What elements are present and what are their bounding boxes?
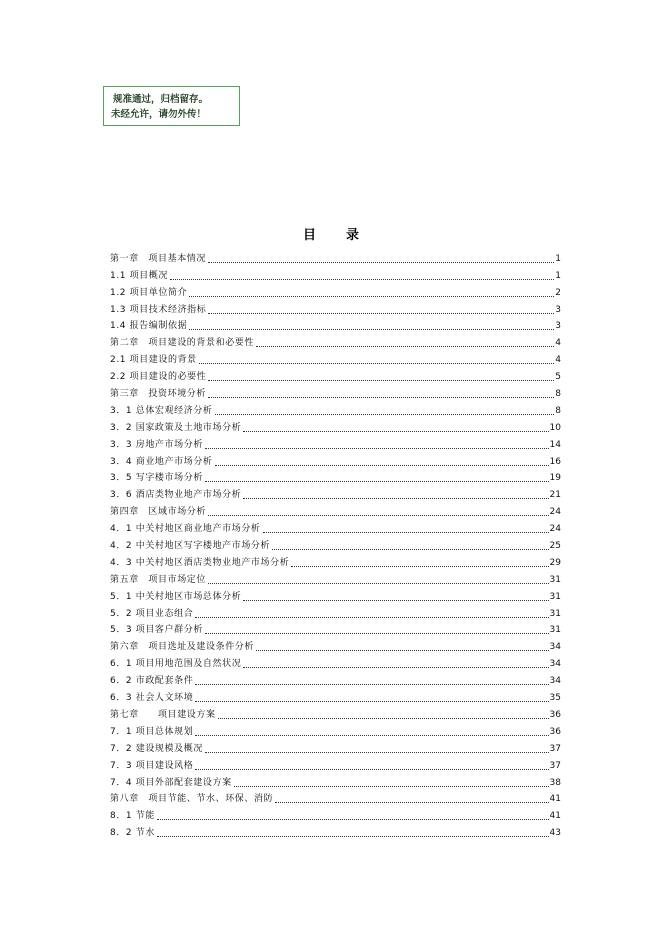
toc-page-number: 5 bbox=[555, 372, 561, 383]
toc-dot-leader bbox=[157, 819, 549, 820]
toc-dot-leader bbox=[243, 498, 548, 499]
toc-entry-text: 5．3 项目客户群分析 bbox=[110, 625, 203, 636]
toc-page-number: 16 bbox=[549, 456, 561, 467]
toc-entry[interactable] bbox=[110, 518, 561, 535]
toc-dot-leader bbox=[208, 313, 554, 314]
toc-page-number: 31 bbox=[549, 591, 561, 602]
toc-entry[interactable] bbox=[110, 451, 561, 468]
toc-page-number: 37 bbox=[549, 743, 561, 754]
toc-page-number: 24 bbox=[549, 524, 561, 535]
toc-dot-leader bbox=[243, 431, 548, 432]
toc-entry[interactable] bbox=[110, 366, 561, 383]
toc-entry-text: 1.2 项目单位简介 bbox=[110, 287, 188, 298]
toc-page-number: 1 bbox=[555, 253, 561, 264]
toc-entry-text: 第八章 项目节能、节水、环保、消防 bbox=[110, 794, 274, 805]
toc-page-number: 4 bbox=[555, 338, 561, 349]
toc-entry-text: 第三章 投资环境分析 bbox=[110, 389, 207, 400]
toc-entry[interactable] bbox=[110, 349, 561, 366]
toc-page-number: 1 bbox=[555, 270, 561, 281]
toc-entry[interactable] bbox=[110, 805, 561, 822]
toc-dot-leader bbox=[208, 583, 549, 584]
toc-page-number: 10 bbox=[549, 422, 561, 433]
toc-entry-text: 8．1 节能 bbox=[110, 811, 155, 822]
toc-dot-leader bbox=[195, 617, 548, 618]
toc-dot-leader bbox=[157, 836, 549, 837]
toc-dot-leader bbox=[205, 752, 549, 753]
toc-entry[interactable] bbox=[110, 687, 561, 704]
toc-page-number: 34 bbox=[549, 659, 561, 670]
toc-entry-text: 4．3 中关村地区酒店类物业地产市场分析 bbox=[110, 557, 290, 568]
toc-entry[interactable] bbox=[110, 434, 561, 451]
table-of-contents bbox=[110, 248, 561, 839]
toc-entry-text: 6．2 市政配套条件 bbox=[110, 676, 194, 687]
toc-entry-text: 3．5 写字楼市场分析 bbox=[110, 473, 203, 484]
toc-entry-text: 5．2 项目业态组合 bbox=[110, 608, 194, 619]
toc-dot-leader bbox=[218, 718, 549, 719]
toc-entry[interactable] bbox=[110, 772, 561, 789]
toc-dot-leader bbox=[189, 329, 554, 330]
confidential-notice-stamp bbox=[103, 86, 240, 126]
toc-entry-text: 第四章 区域市场分析 bbox=[110, 507, 207, 518]
toc-entry[interactable] bbox=[110, 704, 561, 721]
toc-entry-text: 第一章 项目基本情况 bbox=[110, 253, 207, 264]
toc-dot-leader bbox=[195, 684, 548, 685]
toc-dot-leader bbox=[205, 633, 549, 634]
toc-entry[interactable] bbox=[110, 299, 561, 316]
toc-entry-text: 3．1 总体宏观经济分析 bbox=[110, 405, 213, 416]
notice-line-1: 规准通过，归档留存。 bbox=[113, 94, 209, 105]
toc-dot-leader bbox=[208, 380, 554, 381]
toc-page-number: 36 bbox=[549, 726, 561, 737]
toc-entry[interactable] bbox=[110, 332, 561, 349]
toc-page-number: 36 bbox=[549, 709, 561, 720]
toc-entry-text: 第二章 项目建设的背景和必要性 bbox=[110, 338, 255, 349]
toc-dot-leader bbox=[195, 735, 548, 736]
toc-entry[interactable] bbox=[110, 400, 561, 417]
toc-page-number: 8 bbox=[555, 405, 561, 416]
toc-entry-text: 第七章 项目建设方案 bbox=[110, 709, 216, 720]
toc-entry-text: 1.4 报告编制依据 bbox=[110, 321, 188, 332]
toc-entry-text: 6．3 社会人文环境 bbox=[110, 693, 194, 704]
toc-dot-leader bbox=[195, 769, 548, 770]
toc-entry[interactable] bbox=[110, 552, 561, 569]
toc-entry-text: 2.2 项目建设的必要性 bbox=[110, 372, 207, 383]
toc-page-number: 31 bbox=[549, 608, 561, 619]
toc-page-number: 41 bbox=[549, 794, 561, 805]
toc-entry-text: 3．2 国家政策及土地市场分析 bbox=[110, 422, 242, 433]
toc-entry-text: 7．4 项目外部配套建设方案 bbox=[110, 777, 232, 788]
toc-page-number: 37 bbox=[549, 760, 561, 771]
toc-entry[interactable] bbox=[110, 822, 561, 839]
toc-entry[interactable] bbox=[110, 721, 561, 738]
toc-entry[interactable] bbox=[110, 484, 561, 501]
toc-page-number: 34 bbox=[549, 676, 561, 687]
notice-line-2: 未经允许，请勿外传！ bbox=[111, 109, 207, 120]
toc-dot-leader bbox=[243, 600, 548, 601]
toc-entry-text: 3．6 酒店类物业地产市场分析 bbox=[110, 490, 242, 501]
toc-dot-leader bbox=[208, 262, 554, 263]
toc-entry[interactable] bbox=[110, 535, 561, 552]
toc-dot-leader bbox=[263, 532, 549, 533]
toc-entry-text: 第六章 项目选址及建设条件分析 bbox=[110, 642, 255, 653]
toc-dot-leader bbox=[208, 515, 549, 516]
toc-dot-leader bbox=[256, 650, 549, 651]
toc-page-number: 2 bbox=[555, 287, 561, 298]
toc-dot-leader bbox=[291, 566, 548, 567]
toc-page-number: 25 bbox=[549, 541, 561, 552]
toc-entry[interactable] bbox=[110, 738, 561, 755]
toc-page-number: 8 bbox=[555, 389, 561, 400]
toc-entry-text: 第五章 项目市场定位 bbox=[110, 574, 207, 585]
toc-page-number: 29 bbox=[549, 557, 561, 568]
toc-dot-leader bbox=[215, 465, 549, 466]
toc-entry[interactable] bbox=[110, 383, 561, 400]
toc-page-number: 31 bbox=[549, 625, 561, 636]
toc-entry[interactable] bbox=[110, 569, 561, 586]
toc-entry-text: 3．3 房地产市场分析 bbox=[110, 439, 203, 450]
toc-page-number: 43 bbox=[549, 828, 561, 839]
toc-dot-leader bbox=[205, 481, 549, 482]
toc-dot-leader bbox=[199, 363, 554, 364]
toc-dot-leader bbox=[170, 279, 554, 280]
toc-dot-leader bbox=[195, 701, 548, 702]
toc-entry[interactable] bbox=[110, 501, 561, 518]
toc-entry[interactable] bbox=[110, 670, 561, 687]
toc-entry-text: 8．2 节水 bbox=[110, 828, 155, 839]
toc-entry-text: 5．1 中关村地区市场总体分析 bbox=[110, 591, 242, 602]
toc-page-number: 41 bbox=[549, 811, 561, 822]
toc-page-number: 14 bbox=[549, 439, 561, 450]
toc-dot-leader bbox=[208, 397, 554, 398]
toc-dot-leader bbox=[275, 802, 548, 803]
toc-dot-leader bbox=[256, 346, 554, 347]
toc-entry-text: 1.1 项目概况 bbox=[110, 270, 168, 281]
toc-page-number: 21 bbox=[549, 490, 561, 501]
toc-entry[interactable] bbox=[110, 636, 561, 653]
toc-title: 目录 bbox=[302, 228, 389, 243]
toc-page-number: 38 bbox=[549, 777, 561, 788]
toc-page-number: 34 bbox=[549, 642, 561, 653]
toc-dot-leader bbox=[243, 667, 548, 668]
toc-dot-leader bbox=[272, 549, 548, 550]
toc-entry[interactable] bbox=[110, 248, 561, 265]
toc-entry-text: 7．1 项目总体规划 bbox=[110, 726, 194, 737]
toc-entry-text: 7．2 建设规模及概况 bbox=[110, 743, 203, 754]
toc-page-number: 3 bbox=[555, 304, 561, 315]
toc-entry[interactable] bbox=[110, 417, 561, 434]
toc-entry[interactable] bbox=[110, 316, 561, 333]
toc-entry[interactable] bbox=[110, 282, 561, 299]
toc-entry[interactable] bbox=[110, 653, 561, 670]
toc-entry-text: 6．1 项目用地范围及自然状况 bbox=[110, 659, 242, 670]
toc-entry-text: 7．3 项目建设风格 bbox=[110, 760, 194, 771]
toc-page-number: 35 bbox=[549, 693, 561, 704]
toc-entry[interactable] bbox=[110, 620, 561, 637]
toc-entry-text: 3．4 商业地产市场分析 bbox=[110, 456, 213, 467]
toc-entry-text: 2.1 项目建设的背景 bbox=[110, 355, 197, 366]
toc-page-number: 4 bbox=[555, 355, 561, 366]
toc-page-number: 31 bbox=[549, 574, 561, 585]
toc-entry-text: 4．1 中关村地区商业地产市场分析 bbox=[110, 524, 261, 535]
toc-entry-text: 4．2 中关村地区写字楼地产市场分析 bbox=[110, 541, 271, 552]
toc-page-number: 19 bbox=[549, 473, 561, 484]
toc-entry[interactable] bbox=[110, 468, 561, 485]
toc-dot-leader bbox=[215, 414, 555, 415]
toc-dot-leader bbox=[234, 786, 549, 787]
toc-dot-leader bbox=[205, 448, 549, 449]
toc-page-number: 3 bbox=[555, 321, 561, 332]
toc-entry-text: 1.3 项目技术经济指标 bbox=[110, 304, 207, 315]
toc-dot-leader bbox=[189, 296, 554, 297]
toc-entry[interactable] bbox=[110, 265, 561, 282]
toc-page-number: 24 bbox=[549, 507, 561, 518]
toc-entry[interactable] bbox=[110, 603, 561, 620]
toc-entry[interactable] bbox=[110, 755, 561, 772]
toc-entry[interactable] bbox=[110, 586, 561, 603]
toc-entry[interactable] bbox=[110, 789, 561, 806]
